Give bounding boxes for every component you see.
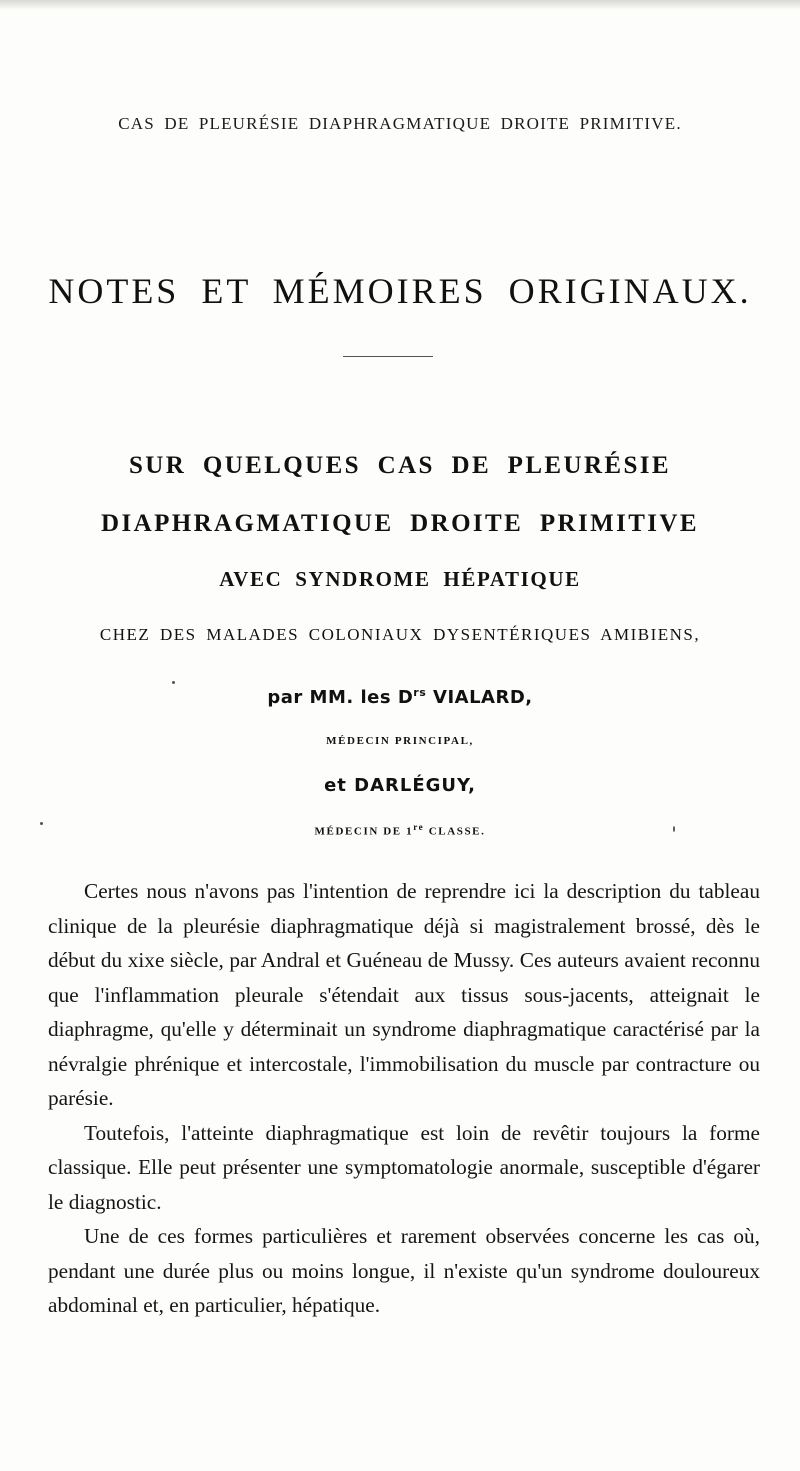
author-2-role-sup: re — [413, 822, 425, 832]
scan-speck — [40, 822, 43, 825]
running-head: CAS DE PLEURÉSIE DIAPHRAGMATIQUE DROITE PRIMITIVE. — [118, 114, 682, 133]
author-2-role-suffix: CLASSE. — [424, 825, 486, 838]
section-title: NOTES ET MÉMOIRES ORIGINAUX. — [48, 271, 752, 311]
paragraph-1: Certes nous n'avons pas l'intention de reprendre ici la description du tableau clinique de la pleurésie diaphragmatique déjà si magistralement brossé, dès le début du xixe siècle, par Andral et Guéneau de Mussy. Ces auteurs avaient reconnu que l'inflammation pleurale s'étendait aux tissus sous-jacents, atteignait le diaphragme, qu'elle y déterminait un syndrome diaphragmatique caractérisé par la névralgie phrénique et intercostale, l'immobilisation du muscle par contracture ou parésie. — [48, 879, 760, 1110]
scan-speck — [673, 826, 675, 832]
byline-prefix: par MM. les D — [267, 687, 414, 708]
author-2-role-prefix: MÉDECIN DE 1 — [314, 825, 414, 838]
article-title-line-2: DIAPHRAGMATIQUE DROITE PRIMITIVE — [101, 510, 699, 537]
byline-author-1 — [0, 686, 800, 708]
divider-rule — [343, 356, 433, 357]
article-title-line-1: SUR QUELQUES CAS DE PLEURÉSIE — [129, 452, 671, 479]
author-1-name: VIALARD, — [426, 687, 533, 708]
scan-speck — [172, 681, 175, 684]
author-2-role — [0, 822, 800, 838]
paragraph-3: Une de ces formes particulières et rarement observées concerne les cas où, pendant une durée plus ou moins longue, il n'existe qu'un syndrome douloureux abdominal et, en particulier, hépatique. — [48, 1224, 760, 1317]
byline-sup: rs — [413, 686, 427, 699]
author-2-name: et DARLÉGUY, — [324, 775, 476, 796]
scan-edge — [0, 0, 800, 10]
article-title-line-3: AVEC SYNDROME HÉPATIQUE — [219, 567, 581, 591]
author-1-role: MÉDECIN PRINCIPAL, — [326, 735, 474, 747]
paragraph-2: Toutefois, l'atteinte diaphragmatique est loin de revêtir toujours la forme classique. Elle peut présenter une symptomatologie anormale, susceptible d'égarer le diagnostic. — [48, 1120, 760, 1214]
article-title-line-4: CHEZ DES MALADES COLONIAUX DYSENTÉRIQUES AMIBIENS, — [99, 625, 701, 644]
body-text — [48, 874, 760, 1323]
